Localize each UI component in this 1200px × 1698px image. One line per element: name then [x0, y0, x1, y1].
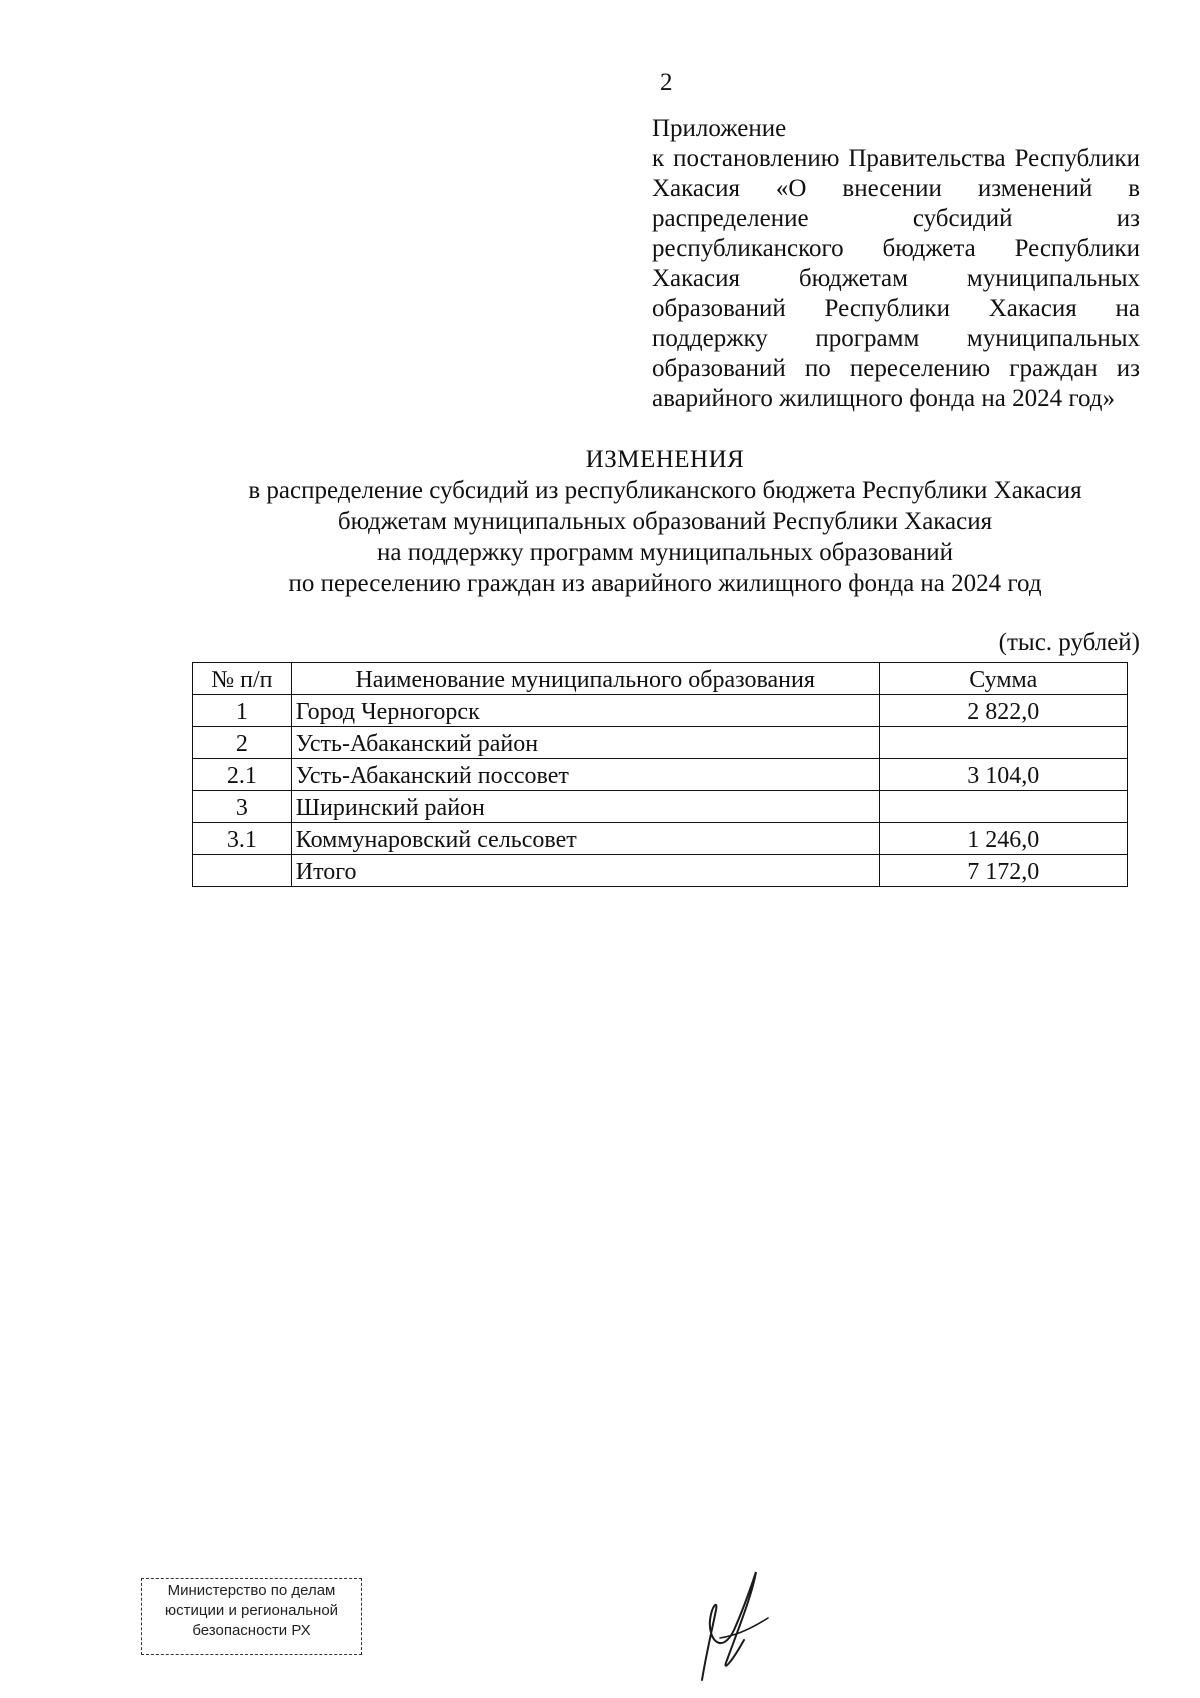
document-title: ИЗМЕНЕНИЯ [585, 446, 745, 473]
row-name: Усть-Абаканский район [291, 727, 879, 759]
stamp-line: Министерство по делам [167, 1582, 336, 1599]
header-sum: Сумма [879, 663, 1127, 695]
heading-line: по переселению граждан из аварийного жилищного фонда на 2024 год [288, 570, 1042, 597]
header-number: № п/п [193, 663, 292, 695]
document-heading [160, 444, 1170, 599]
page-number: 2 [660, 69, 673, 96]
subsidies-table [192, 662, 1128, 887]
row-number: 3.1 [193, 823, 292, 855]
row-name: Коммунаровский сельсовет [291, 823, 879, 855]
row-name: Усть-Абаканский поссовет [291, 759, 879, 791]
heading-line: бюджетам муниципальных образований Республики Хакасия [337, 508, 993, 535]
row-sum: 2 822,0 [879, 695, 1127, 727]
appendix-block [652, 114, 1140, 414]
row-number: 2.1 [193, 759, 292, 791]
table-header-row [193, 663, 1128, 695]
units-label: (тыс. рублей) [998, 629, 1140, 656]
row-sum: 1 246,0 [879, 823, 1127, 855]
table-row [193, 791, 1128, 823]
heading-line: в распределение субсидий из республиканского бюджета Республики Хакасия [248, 477, 1082, 504]
table-row [193, 727, 1128, 759]
table-total-row [193, 855, 1128, 887]
row-name: Город Черногорск [291, 695, 879, 727]
table-row [193, 695, 1128, 727]
row-number: 3 [193, 791, 292, 823]
row-name: Ширинский район [291, 791, 879, 823]
signature [672, 1560, 782, 1690]
table-row [193, 823, 1128, 855]
row-sum: 7 172,0 [879, 855, 1127, 887]
row-number: 1 [193, 695, 292, 727]
heading-line: на поддержку программ муниципальных образований [377, 539, 953, 566]
row-sum [879, 727, 1127, 759]
table-row [193, 759, 1128, 791]
stamp-line: юстиции и региональной [164, 1602, 339, 1619]
row-sum [879, 791, 1127, 823]
header-name: Наименование муниципального образования [291, 663, 879, 695]
appendix-title: Приложение [652, 115, 787, 142]
row-number: 2 [193, 727, 292, 759]
row-sum: 3 104,0 [879, 759, 1127, 791]
ministry-stamp [141, 1578, 362, 1655]
stamp-line: безопасности РХ [192, 1622, 311, 1639]
row-name: Итого [291, 855, 879, 887]
appendix-body: к постановлению Правительства Республики Хакасия «О внесении изменений в распределение субсидий из республиканского бюджета Республики Хакасия бюджетам муниципальных образований Республики Хакасия на поддержку программ муниципальных образований по переселению граждан из аварийного жилищного фонда на 2024 год» [652, 145, 1140, 412]
row-number [193, 855, 292, 887]
